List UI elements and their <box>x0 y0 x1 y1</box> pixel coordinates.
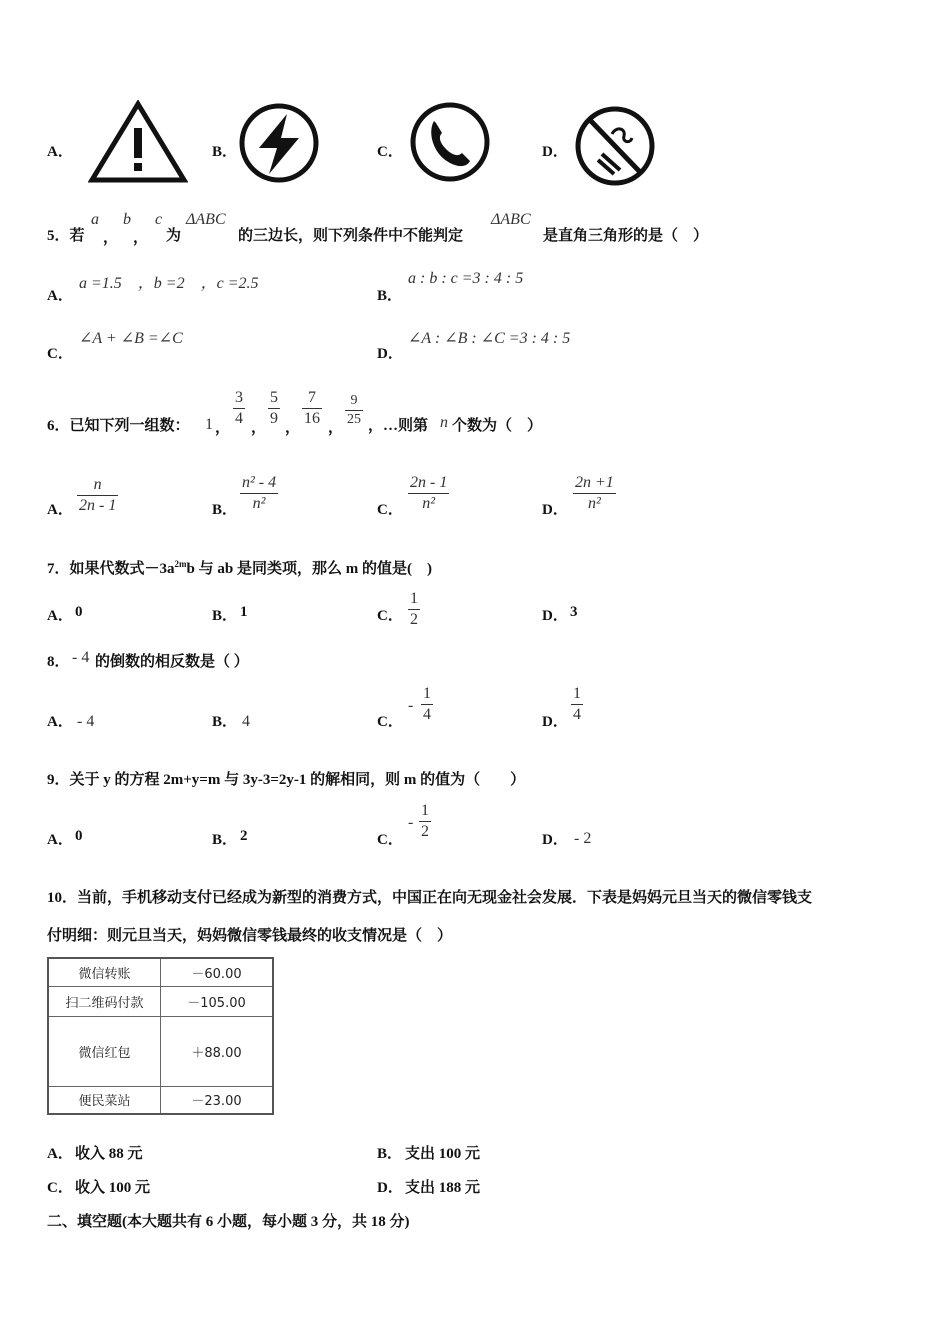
q4-option-b-label: B． <box>212 144 238 160</box>
q6-var-n: n <box>440 414 448 431</box>
q6-sep-0: ， <box>215 420 231 436</box>
q6-option-c-fraction: 2n - 1 n² <box>410 474 448 512</box>
q7-option-b-text: 1 <box>240 604 248 620</box>
q6-sep-1: ， <box>251 420 267 436</box>
q5-option-d-text: ∠A : ∠B : ∠C =3 : 4 : 5 <box>408 330 571 347</box>
q4-option-c-label: C． <box>377 144 403 160</box>
q10-option-a-label: A． <box>47 1146 73 1162</box>
q6-option-d-fraction: 2n +1 n² <box>575 474 614 512</box>
q6-suffix-a: ，…则第 <box>368 418 429 434</box>
q8-option-b-text: 4 <box>242 713 250 730</box>
q9-stem: 9．关于 y 的方程 2m+y=m 与 3y-3=2y-1 的解相同，则 m 的值为（ ） <box>47 772 526 788</box>
q6-fraction-3: 7 16 <box>304 389 320 427</box>
ledger-item: 微信红包 <box>48 1016 161 1086</box>
q4-option-d-label: D． <box>542 144 568 160</box>
q5-mid: 的三边长，则下列条件中不能判定 <box>238 228 464 244</box>
q6-option-d-label: D． <box>542 502 568 518</box>
q7-stem: 7．如果代数式$-3a^{2m}b$ 与 ab 是同类项，那么 m 的值是( ) <box>47 559 432 577</box>
q5-option-d-label: D． <box>377 346 403 362</box>
q5-tail: 是直角三角形的是（ ） <box>543 228 709 244</box>
q5-comma-2: ， <box>133 230 149 246</box>
q7-option-b-label: B． <box>212 608 238 624</box>
q10-option-b-text: 支出 100 元 <box>405 1146 481 1162</box>
q8-option-a-label: A． <box>47 714 73 730</box>
q8-value: - 4 <box>72 649 90 666</box>
table-row <box>48 1016 273 1086</box>
q7-option-d-text: 3 <box>570 604 578 620</box>
q8-option-c-sign: - <box>408 697 414 714</box>
q5-var-a: a <box>91 211 99 228</box>
q8-option-b-label: B． <box>212 714 238 730</box>
q9-option-a-label: A． <box>47 832 73 848</box>
ledger-item: 便民菜站 <box>48 1086 161 1114</box>
q7-option-d-label: D． <box>542 608 568 624</box>
q8-option-a-text: - 4 <box>77 713 95 730</box>
q7-option-c-fraction: 1 2 <box>410 590 418 628</box>
ledger-amount: －105.00 <box>161 986 274 1016</box>
q9-option-b-text: 2 <box>240 828 248 844</box>
q10-option-c-label: C． <box>47 1180 73 1196</box>
q9-option-c-fraction: 1 2 <box>421 802 429 840</box>
q6-option-a-fraction: n 2n - 1 <box>79 476 117 514</box>
q6-option-b-label: B． <box>212 502 238 518</box>
q5-triangle-1: ΔABC <box>186 211 226 228</box>
q6-prefix: 6．已知下列一组数： <box>47 418 190 434</box>
ledger-item: 微信转账 <box>48 958 161 986</box>
warning-triangle-icon <box>88 100 188 184</box>
q5-option-c-text: ∠A + ∠B =∠C <box>79 330 183 347</box>
section-2-title: 二、填空题(本大题共有 6 小题，每小题 3 分，共 18 分) <box>47 1214 410 1230</box>
q8-option-d-fraction: 1 4 <box>573 685 581 723</box>
q10-line-2: 付明细：则元旦当天，妈妈微信零钱最终的收支情况是（ ） <box>47 928 453 944</box>
q6-fraction-2: 5 9 <box>270 389 278 427</box>
table-row <box>48 1086 273 1114</box>
q5-option-c-label: C． <box>47 346 73 362</box>
table-row <box>48 958 273 986</box>
q5-var-b: b <box>123 211 131 228</box>
q7-option-a-text: 0 <box>75 604 83 620</box>
q5-option-b-label: B． <box>377 288 403 304</box>
ledger-amount: －23.00 <box>161 1086 274 1114</box>
q7-option-c-label: C． <box>377 608 403 624</box>
q5-option-b-text: a : b : c =3 : 4 : 5 <box>408 270 524 287</box>
q4-option-a-label: A． <box>47 144 73 160</box>
q9-option-d-text: - 2 <box>574 830 592 847</box>
lightning-bolt-icon <box>237 102 321 184</box>
q10-option-c-text: 收入 100 元 <box>75 1180 151 1196</box>
q5-option-a-label: A． <box>47 288 73 304</box>
q9-option-c-label: C． <box>377 832 403 848</box>
no-smoking-icon <box>572 104 658 188</box>
ledger-item: 扫二维码付款 <box>48 986 161 1016</box>
table-row <box>48 986 273 1016</box>
q10-option-d-text: 支出 188 元 <box>405 1180 481 1196</box>
q6-fraction-4: 9 25 <box>347 393 361 427</box>
q10-line-1: 10．当前，手机移动支付已经成为新型的消费方式，中国正在向无现金社会发展．下表是妈妈元旦当天的微信零钱支 <box>47 890 813 906</box>
q6-first: 1 <box>205 416 213 433</box>
q6-sep-3: ， <box>328 420 344 436</box>
q5-number: 5．若 <box>47 228 85 244</box>
q9-option-c-sign: - <box>408 814 414 831</box>
q7-option-a-label: A． <box>47 608 73 624</box>
q10-option-a-text: 收入 88 元 <box>75 1146 143 1162</box>
q8-suffix: 的倒数的相反数是（ ） <box>95 654 249 670</box>
wechat-ledger-table <box>47 957 274 1115</box>
q6-option-b-fraction: n² - 4 n² <box>242 474 277 512</box>
ledger-amount: －60.00 <box>161 958 274 986</box>
q8-option-d-label: D． <box>542 714 568 730</box>
q9-option-a-text: 0 <box>75 828 83 844</box>
q6-option-c-label: C． <box>377 502 403 518</box>
q5-triangle-2: ΔABC <box>491 211 531 228</box>
telephone-icon <box>408 101 492 183</box>
q5-comma-1: ， <box>103 230 119 246</box>
q5-option-a-text: a =1.5 ，b =2 ，c =2.5 <box>79 275 259 292</box>
q6-option-a-label: A． <box>47 502 73 518</box>
ledger-amount: ＋88.00 <box>161 1016 274 1086</box>
q6-fraction-1: 3 4 <box>235 389 243 427</box>
q5-wei: 为 <box>166 228 182 244</box>
q6-suffix-b: 个数为（ ） <box>452 418 543 434</box>
q6-sep-2: ， <box>285 420 301 436</box>
q9-option-b-label: B． <box>212 832 238 848</box>
q8-prefix: 8． <box>47 654 70 670</box>
q9-option-d-label: D． <box>542 832 568 848</box>
q10-option-b-label: B． <box>377 1146 403 1162</box>
q8-option-c-label: C． <box>377 714 403 730</box>
q10-option-d-label: D． <box>377 1180 403 1196</box>
q8-option-c-fraction: 1 4 <box>423 685 431 723</box>
q5-var-c: c <box>155 211 163 228</box>
